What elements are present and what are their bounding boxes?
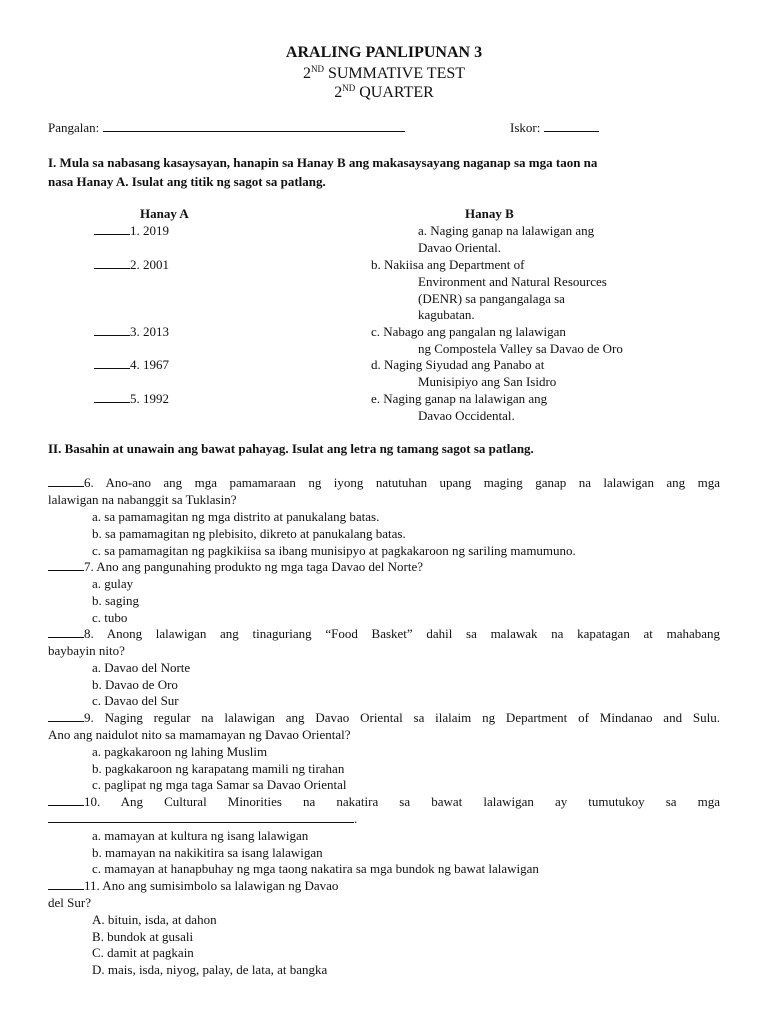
choice-e-line1: e. Naging ganap na lalawigan ang xyxy=(371,391,548,406)
match-item-4[interactable]: 4. 1967 xyxy=(94,357,169,373)
answer-blank-6 xyxy=(48,475,84,487)
choice-a-line1: a. Naging ganap na lalawigan ang xyxy=(418,223,595,238)
name-field[interactable]: Pangalan: xyxy=(48,120,405,136)
part1-instruction-line1: I. Mula sa nabasang kasaysayan, hanapin sa Hanay B ang makasaysayang naganap sa mga taon na xyxy=(48,155,598,170)
score-blank[interactable] xyxy=(544,120,599,132)
answer-blank-10 xyxy=(48,794,84,806)
choice-b-line1: b. Nakiisa ang Department of xyxy=(371,257,525,272)
answer-blank-8 xyxy=(48,626,84,638)
choice-c-line1: c. Nabago ang pangalan ng lalawigan xyxy=(371,324,566,339)
match-item-2[interactable]: 2. 2001 xyxy=(94,257,169,273)
q9-option-a: a. pagkakaroon ng lahing Muslim xyxy=(92,744,268,759)
q11-option-c: C. damit at pagkain xyxy=(92,945,194,960)
match-item-3[interactable]: 3. 2013 xyxy=(94,324,169,340)
q7-option-a: a. gulay xyxy=(92,576,134,591)
q7-option-c: c. tubo xyxy=(92,610,128,625)
q8-option-c: c. Davao del Sur xyxy=(92,693,179,708)
answer-blank-9 xyxy=(48,710,84,722)
part2-instruction: II. Basahin at unawain ang bawat pahayag. Isulat ang letra ng tamang sagot sa patlang. xyxy=(48,441,534,456)
name-blank[interactable] xyxy=(103,120,405,132)
answer-blank-11 xyxy=(48,878,84,890)
match-item-5[interactable]: 5. 1992 xyxy=(94,391,169,407)
test-quarter: 2ND QUARTER xyxy=(334,83,434,101)
q11-option-a: A. bituin, isda, at dahon xyxy=(92,912,217,927)
q9-option-b: b. pagkakaroon ng karapatang mamili ng tirahan xyxy=(92,761,345,776)
test-title: ARALING PANLIPUNAN 3 xyxy=(285,44,483,61)
q9-option-c: c. paglipat ng mga taga Samar sa Davao Oriental xyxy=(92,777,347,792)
q6-option-a: a. sa pamamagitan ng mga distrito at panukalang batas. xyxy=(92,509,380,524)
q8-option-a: a. Davao del Norte xyxy=(92,660,191,675)
q6-option-c: c. sa pamamagitan ng pagkikiisa sa ibang munisipyo at pagkakaroon ng sariling mamumuno. xyxy=(92,543,576,558)
choice-e-line2: Davao Occidental. xyxy=(418,408,515,423)
q7-option-b: b. saging xyxy=(92,593,139,608)
q8-option-b: b. Davao de Oro xyxy=(92,677,178,692)
fill-in-blank-10 xyxy=(48,811,354,823)
score-field[interactable]: Iskor: xyxy=(510,120,599,136)
question-9-line2: Ano ang naidulot nito sa mamamayan ng Davao Oriental? xyxy=(48,727,351,742)
column-b-heading: Hanay B xyxy=(465,206,514,221)
choice-d-line2: Munisipiyo ang San Isidro xyxy=(418,374,557,389)
test-subtitle: 2ND SUMMATIVE TEST xyxy=(302,64,466,82)
column-a-heading: Hanay A xyxy=(140,206,189,221)
choice-d-line1: d. Naging Siyudad ang Panabo at xyxy=(371,357,545,372)
part1-instruction-line2: nasa Hanay A. Isulat ang titik ng sagot sa patlang. xyxy=(48,174,326,189)
choice-b-line4: kagubatan. xyxy=(418,307,475,322)
question-9-line1[interactable]: 9. Naging regular na lalawigan ang Davao Oriental sa ilalaim ng Department of Mindanao and Sulu. xyxy=(48,710,720,726)
choice-a-line2: Davao Oriental. xyxy=(418,240,502,255)
question-11-line1[interactable]: 11. Ano ang sumisimbolo sa lalawigan ng Davao xyxy=(48,878,338,894)
question-8-line2: baybayin nito? xyxy=(48,643,125,658)
answer-blank-7 xyxy=(48,559,84,571)
match-item-1[interactable]: 1. 2019 xyxy=(94,223,169,239)
question-6-line1[interactable]: 6. Ano-ano ang mga pamamaraan ng iyong natutuhan upang maging ganap na lalawigan ang mga xyxy=(48,475,720,491)
q11-option-d: D. mais, isda, niyog, palay, de lata, at bangka xyxy=(92,962,328,977)
q10-option-a: a. mamayan at kultura ng isang lalawigan xyxy=(92,828,309,843)
question-11-line2: del Sur? xyxy=(48,895,91,910)
question-6-line2: lalawigan na nabanggit sa Tuklasin? xyxy=(48,492,237,507)
choice-c-line2: ng Compostela Valley sa Davao de Oro xyxy=(418,341,623,356)
question-10-line1[interactable]: 10. Ang Cultural Minorities na nakatira sa bawat lalawigan ay tumutukoy sa mga xyxy=(48,794,720,810)
question-10-line2[interactable]: . xyxy=(48,811,357,827)
q11-option-b: B. bundok at gusali xyxy=(92,929,194,944)
choice-b-line3: (DENR) sa pangangalaga sa xyxy=(418,291,565,306)
question-8-line1[interactable]: 8. Anong lalawigan ang tinaguriang “Food Basket” dahil sa malawak na kapatagan at mahabang xyxy=(48,626,720,642)
question-7[interactable]: 7. Ano ang pangunahing produkto ng mga taga Davao del Norte? xyxy=(48,559,423,575)
q6-option-b: b. sa pamamagitan ng plebisito, dikreto at panukalang batas. xyxy=(92,526,406,541)
q10-option-c: c. mamayan at hanapbuhay ng mga taong nakatira sa mga bundok ng bawat lalawigan xyxy=(92,861,539,876)
q10-option-b: b. mamayan na nakikitira sa isang lalawigan xyxy=(92,845,323,860)
choice-b-line2: Environment and Natural Resources xyxy=(418,274,607,289)
